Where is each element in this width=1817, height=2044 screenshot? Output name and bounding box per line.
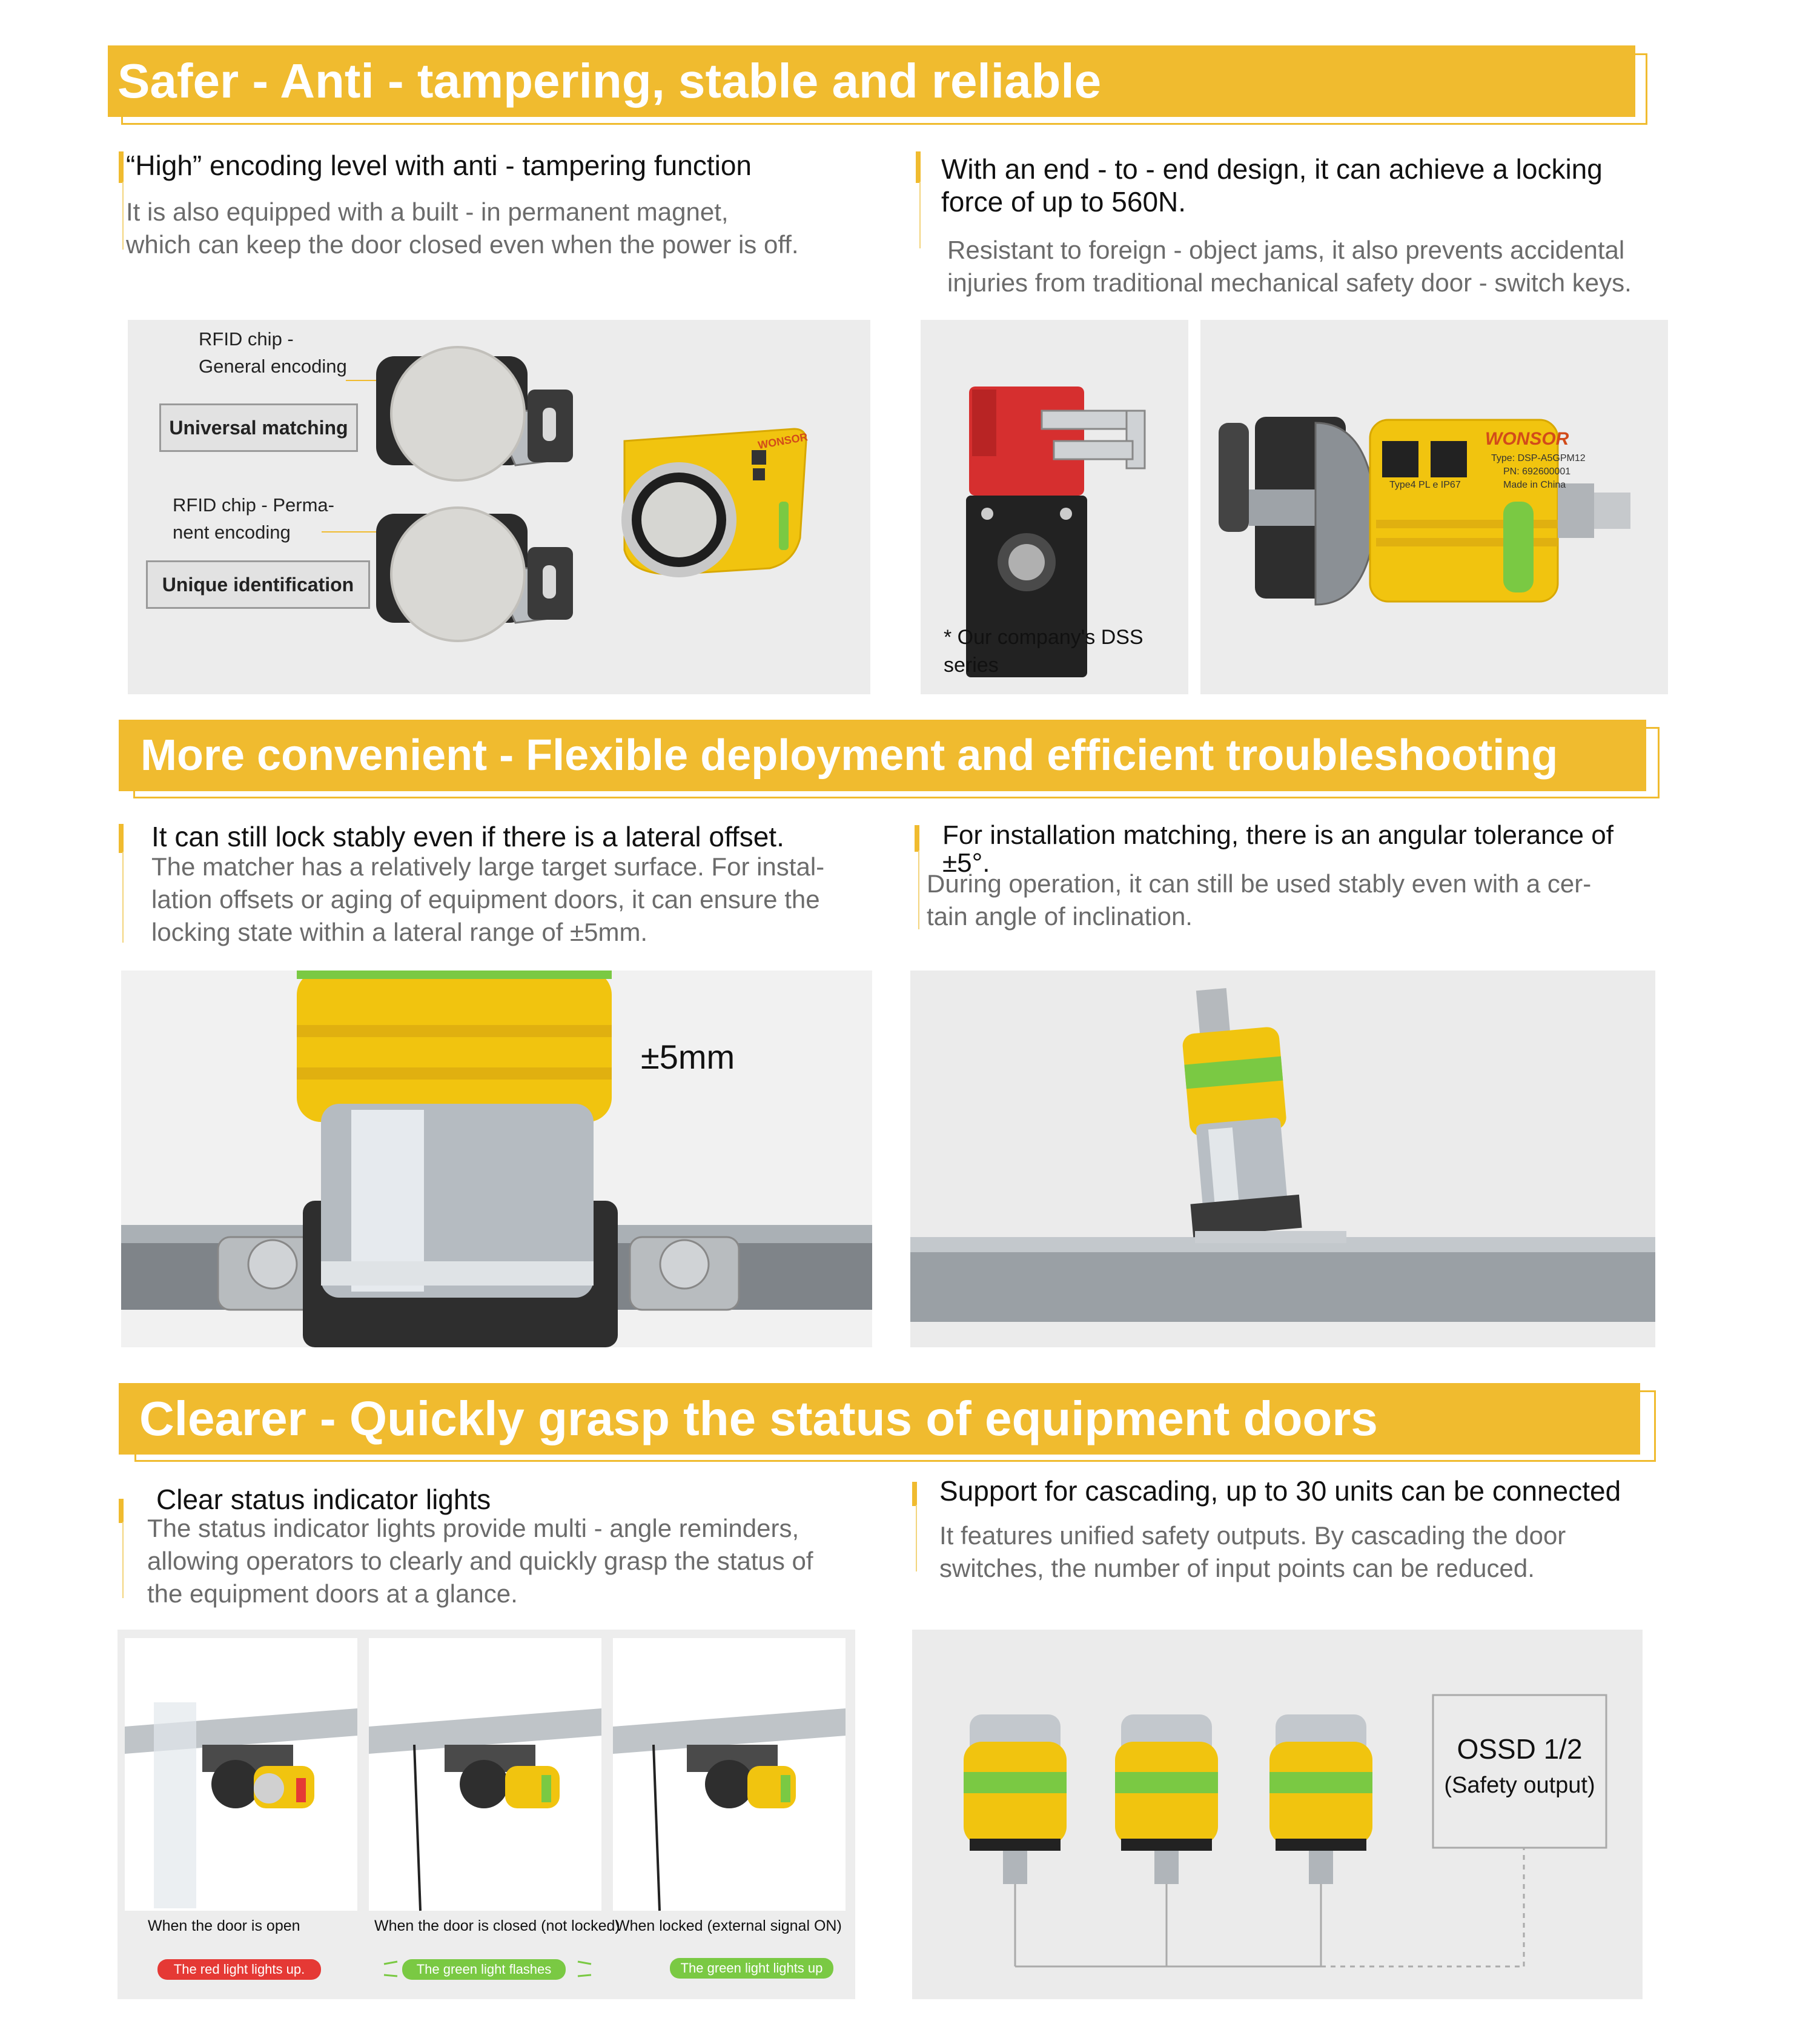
- section2-right-rule: [918, 851, 919, 929]
- cascade-switch-1: [964, 1714, 1067, 1884]
- section2-left-marker: [119, 824, 124, 853]
- section3-right-marker: [912, 1482, 917, 1506]
- section2-left-body-1: The matcher has a relatively large target surface. For instal-: [151, 852, 825, 881]
- cascade-switch-3: [1269, 1714, 1372, 1884]
- section2-left-body-2: lation offsets or aging of equipment doors, it can ensure the: [151, 885, 820, 914]
- section1-right-marker: [916, 151, 921, 183]
- device-pn-text: PN: 692600001: [1503, 466, 1571, 477]
- reader-brand-text: WONSOR: [756, 430, 809, 452]
- section2-right-body-1: During operation, it can still be used stably even with a cer-: [927, 869, 1592, 898]
- rfid-actuator-illustrations: [128, 320, 870, 694]
- dss-caption-1: * Our company's DSS: [944, 626, 1143, 649]
- section3-right-body-1: It features unified safety outputs. By cascading the door: [939, 1521, 1566, 1550]
- section1-left-rule: [122, 182, 124, 250]
- section3-right-body-2: switches, the number of input points can be reduced.: [939, 1554, 1535, 1582]
- yellow-reader-device: [621, 429, 806, 577]
- lateral-offset-illustration: [121, 971, 872, 1347]
- caption-door-open: When the door is open: [148, 1917, 300, 1934]
- rfid-general-label-2: General encoding: [199, 356, 347, 377]
- section3-banner: [119, 1383, 1640, 1455]
- device-made-text: Made in China: [1503, 480, 1566, 490]
- section1-left-body-1: It is also equipped with a built - in permanent magnet,: [126, 197, 729, 226]
- section1-right-rule: [919, 182, 921, 248]
- cascade-switch-2: [1115, 1714, 1218, 1884]
- locking-device-illustration: [1200, 320, 1668, 694]
- rfid-actuator-permanent: [376, 508, 573, 641]
- section3-left-body-1: The status indicator lights provide multi - angle reminders,: [147, 1514, 799, 1542]
- caption-door-closed: When the door is closed (not locked): [374, 1917, 620, 1934]
- cascading-illustration: [912, 1630, 1643, 1999]
- angular-tolerance-illustration: [910, 971, 1655, 1347]
- offset-value-label: ±5mm: [641, 1038, 735, 1076]
- rfid-perma-label-1: RFID chip - Perma-: [173, 494, 334, 516]
- section3-title: Clearer - Quickly grasp the status of equipment doors: [139, 1392, 1378, 1445]
- dss-series-panel: [921, 320, 1188, 694]
- cascading-panel: [912, 1630, 1643, 1999]
- section3-right-heading: Support for cascading, up to 30 units can be connected: [939, 1475, 1621, 1507]
- section1-right-heading-2: force of up to 560N.: [941, 186, 1187, 217]
- section2-left-rule: [122, 852, 124, 943]
- status-lights-illustrations: [117, 1630, 855, 1999]
- section2-left-heading: It can still lock stably even if there is a lateral offset.: [151, 821, 784, 852]
- section1-title: Safer - Anti - tampering, stable and reliable: [117, 54, 1102, 108]
- rfid-perma-label-2: nent encoding: [173, 522, 291, 543]
- status-pill-red: The red light lights up.: [157, 1959, 321, 1980]
- angular-tolerance-panel: [910, 971, 1655, 1347]
- section2-right-heading-1: For installation matching, there is an angular tolerance of: [942, 820, 1613, 850]
- section2-right-heading-2: ±5°.: [942, 848, 990, 878]
- section1-left-body-2: which can keep the door closed even when the power is off.: [126, 230, 799, 259]
- dss-caption-2: series: [944, 654, 999, 677]
- section3-left-body-2: allowing operators to clearly and quickly grasp the status of: [147, 1547, 813, 1575]
- ossd-sublabel: (Safety output): [1444, 1773, 1595, 1798]
- section1-right-body-1: Resistant to foreign - object jams, it also prevents accidental: [947, 236, 1625, 264]
- section3-left-heading: Clear status indicator lights: [156, 1484, 491, 1515]
- status-lights-panel: [117, 1630, 855, 1999]
- lateral-offset-panel: [121, 971, 872, 1347]
- rfid-actuator-general: [376, 347, 573, 480]
- section1-left-heading: “High” encoding level with anti - tampering function: [126, 150, 752, 181]
- status-pill-flash: The green light flashes: [402, 1959, 566, 1980]
- device-type4-text: Type4 PL e IP67: [1389, 480, 1461, 490]
- ossd-label: OSSD 1/2: [1457, 1733, 1583, 1765]
- caption-door-locked: When locked (external signal ON): [615, 1917, 842, 1934]
- status-pill-green: The green light lights up: [670, 1958, 833, 1979]
- locking-device-panel: [1200, 320, 1668, 694]
- section1-right-body-2: injuries from traditional mechanical safety door - switch keys.: [947, 268, 1632, 297]
- section1-right-heading-1: With an end - to - end design, it can achieve a locking: [941, 153, 1603, 185]
- section2-left-body-3: locking state within a lateral range of ±5mm.: [151, 918, 648, 946]
- section2-right-body-2: tain angle of inclination.: [927, 902, 1193, 931]
- section3-left-body-3: the equipment doors at a glance.: [147, 1579, 518, 1608]
- section3-left-marker: [119, 1499, 124, 1523]
- device-brand-text: WONSOR: [1485, 429, 1569, 449]
- unique-identification-label: Unique identification: [146, 560, 370, 609]
- section3-right-rule: [916, 1505, 917, 1571]
- universal-matching-label: Universal matching: [159, 403, 358, 452]
- section2-banner: [119, 720, 1646, 791]
- rfid-general-label-1: RFID chip -: [199, 328, 294, 350]
- section3-left-rule: [122, 1522, 124, 1598]
- section1-left-marker: [119, 151, 124, 183]
- section2-right-marker: [915, 825, 919, 852]
- section2-title: More convenient - Flexible deployment and efficient troubleshooting: [141, 731, 1558, 780]
- section1-banner: [108, 45, 1635, 117]
- device-type-text: Type: DSP-A5GPM12: [1491, 453, 1586, 463]
- encoding-panel: [128, 320, 870, 694]
